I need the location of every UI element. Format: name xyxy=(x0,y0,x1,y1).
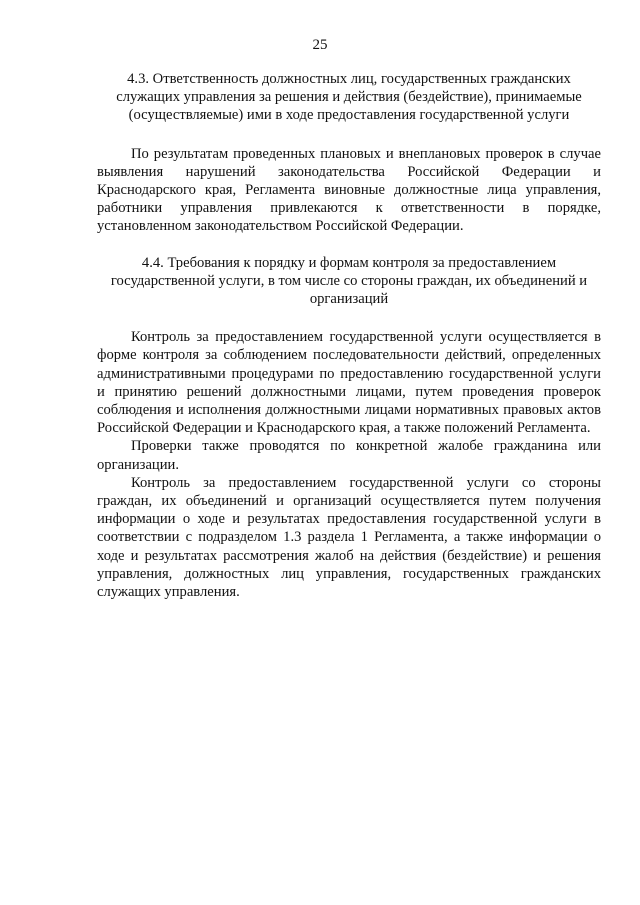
section-4-4-paragraph: Контроль за предоставлением государственной услуги со стороны граждан, их объединений и организаций осуществляется путем получения информации о ходе и результатах предоставления государственной услуги в соответствии с подразделом 1.3 раздела 1 Регламента, а также информации о ходе и результатах рассмотрения жалоб на действия (бездействие) и решения управления, должностных лиц управления, государственных гражданских служащих управления. xyxy=(97,474,601,601)
section-4-4-heading-line: организаций xyxy=(309,291,389,308)
section-4-4-heading-line: государственной услуги, в том числе со стороны граждан, их объединений и xyxy=(110,272,588,289)
page-number: 25 xyxy=(312,37,328,53)
section-4-4-paragraph: Проверки также проводятся по конкретной жалобе гражданина или организации. xyxy=(97,438,601,473)
section-4-4-paragraph: Контроль за предоставлением государственной услуги осуществляется в форме контроля за соблюдением последовательности действий, определенных административными процедурами по предоставлению государственной услуги и принятию решений должностными лицами, путем проведения проверок соблюдения и исполнения должностными лицами нормативных правовых актов Российской Федерации и Краснодарского края, а также положений Регламента. xyxy=(97,329,601,437)
section-4-3-heading-line: (осуществляемые) ими в ходе предоставления государственной услуги xyxy=(128,107,570,124)
section-4-3-paragraph: По результатам проведенных плановых и внеплановых проверок в случае выявления нарушений законодательства Российской Федерации и Краснодарского края, Регламента виновные должностные лица управления, работники управления привлекаются к ответственности в порядке, установленном законодательством Российской Федерации. xyxy=(97,145,601,235)
section-4-4-heading xyxy=(97,254,601,309)
section-4-3-heading xyxy=(97,70,601,125)
section-4-4-heading-line: 4.4. Требования к порядку и формам контроля за предоставлением xyxy=(141,254,557,271)
section-4-3-heading-line: 4.3. Ответственность должностных лиц, государственных гражданских xyxy=(127,71,571,87)
page-content xyxy=(97,70,601,601)
section-4-3-heading-line: служащих управления за решения и действия (бездействие), принимаемые xyxy=(116,89,582,106)
